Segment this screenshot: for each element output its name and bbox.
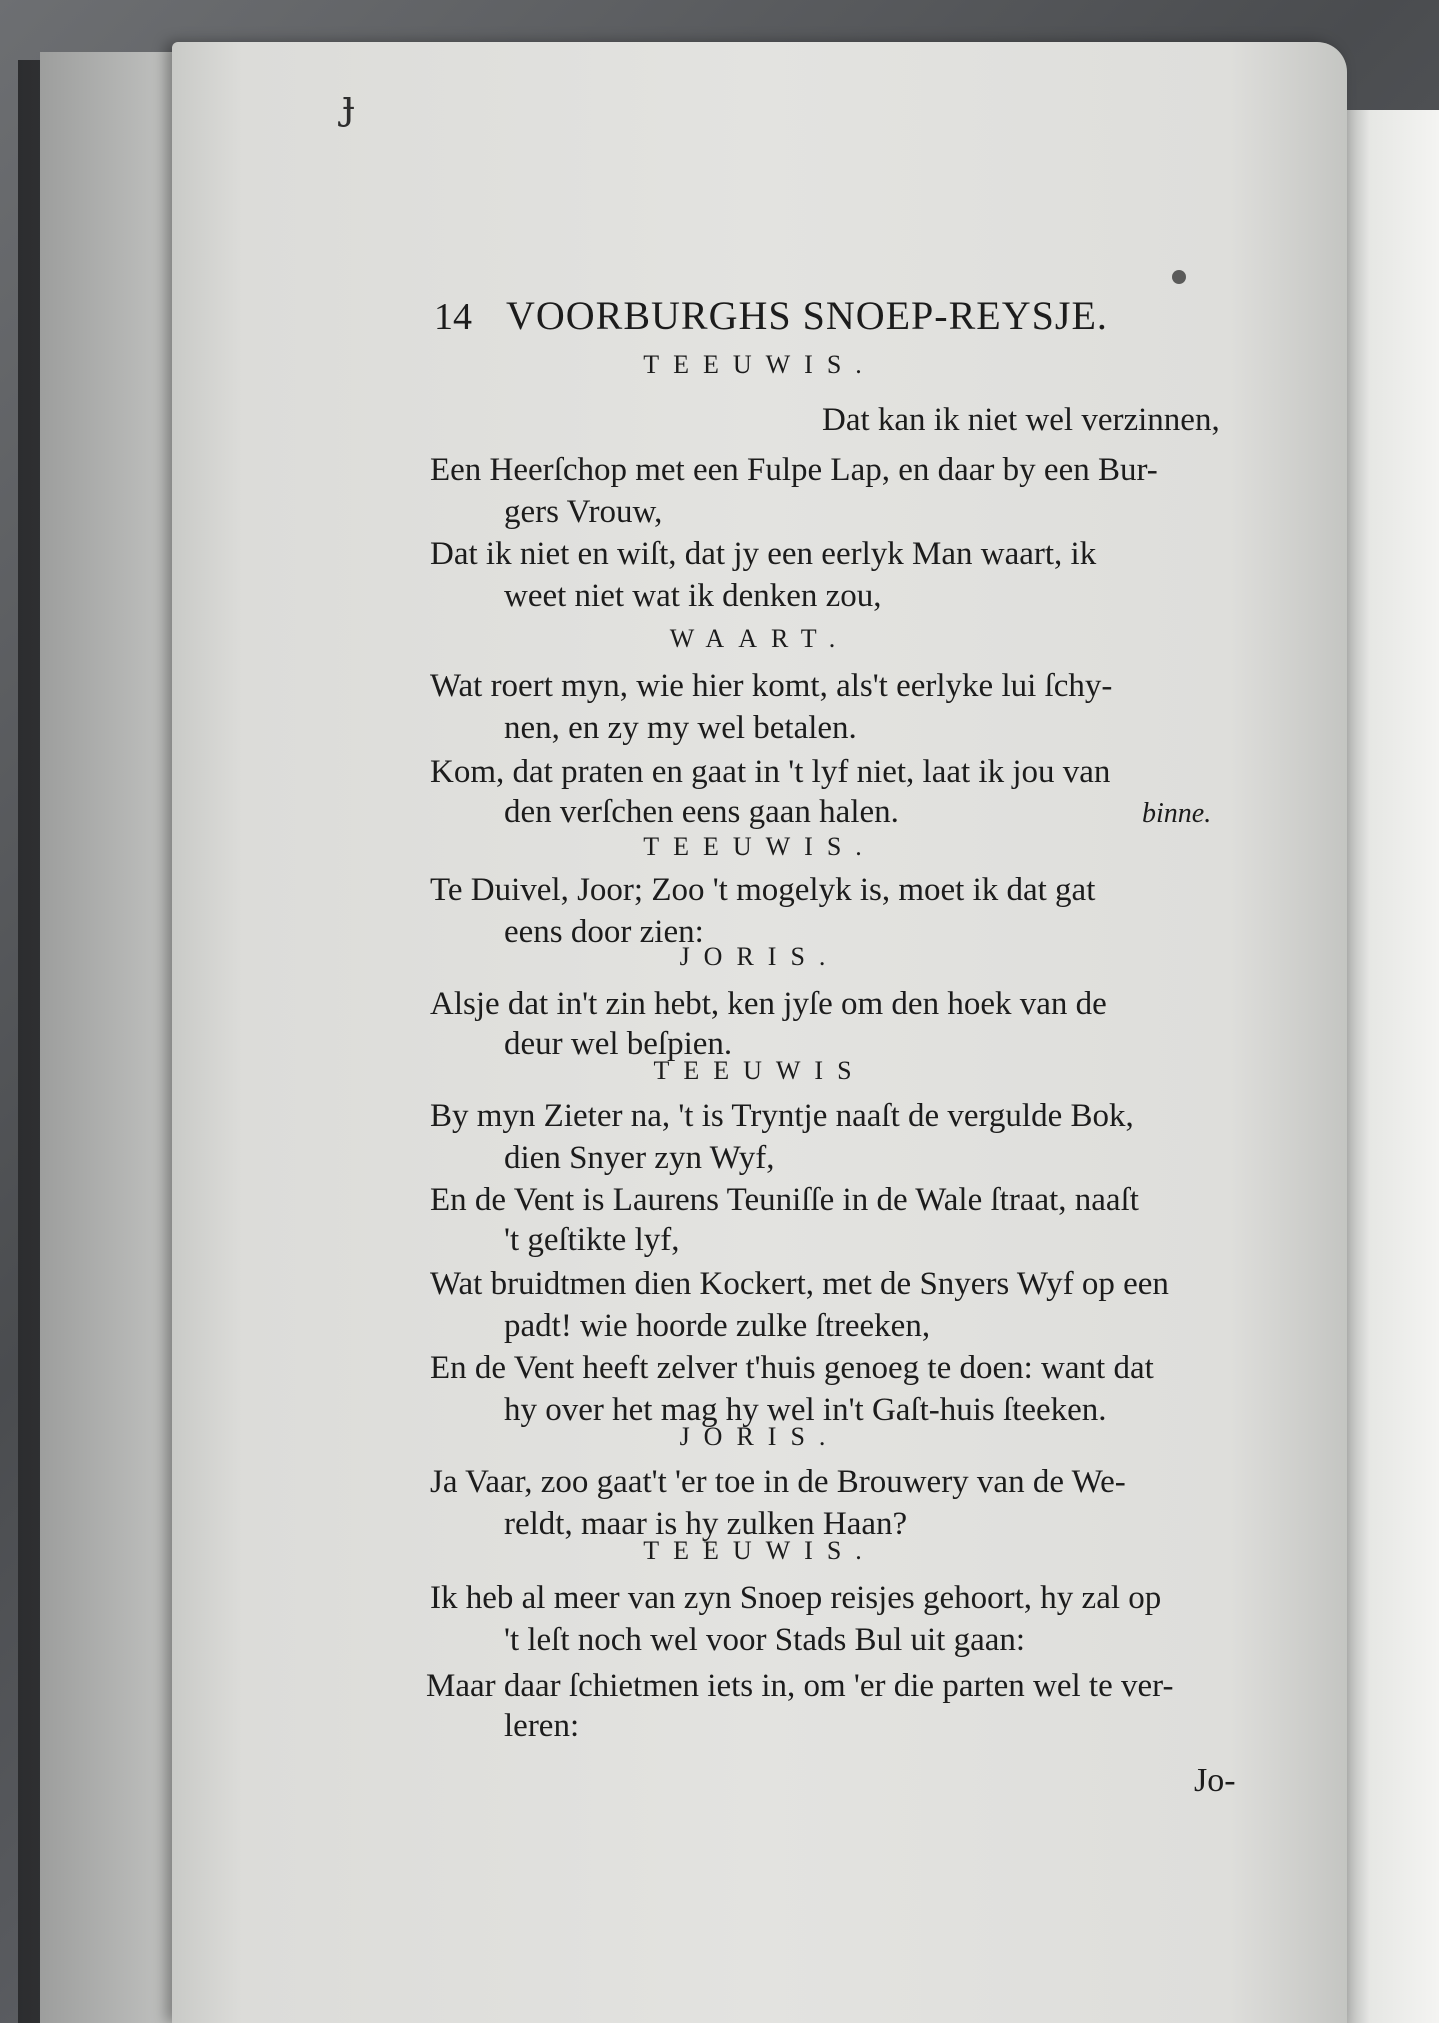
verse-line: Wat bruidtmen dien Kockert, met de Snyers Wyf op een <box>430 1266 1169 1302</box>
verse-line: Maar daar ſchietmen iets in, om 'er die parten wel te ver- <box>426 1668 1174 1704</box>
speaker-heading: WAART. <box>669 624 850 653</box>
verse-line: nen, en zy my wel betalen. <box>504 710 857 746</box>
speaker-heading: TEEUWIS. <box>643 832 876 861</box>
verse-line: leren: <box>504 1708 580 1744</box>
speaker-heading: TEEUWIS <box>653 1056 866 1085</box>
verse-line: 't geſtikte lyf, <box>504 1222 680 1258</box>
facing-page-edge <box>1340 110 1439 2023</box>
verse-line: Een Heerſchop met een Fulpe Lap, en daar by een Bur- <box>430 452 1158 488</box>
speaker-heading: TEEUWIS. <box>643 350 876 379</box>
catchword: Jo- <box>1194 1762 1236 1799</box>
ink-spot-icon <box>1172 270 1186 284</box>
stage-direction: binne. <box>1142 798 1212 829</box>
verse-line: Dat kan ik niet wel verzinnen, <box>822 402 1220 438</box>
verse-line: En de Vent is Laurens Teuniſſe in de Wale ſtraat, naaſt <box>430 1182 1139 1218</box>
verse-line: eens door zien: <box>504 914 704 950</box>
speaker-heading: JORIS. <box>679 942 840 971</box>
verse-line: Te Duivel, Joor; Zoo 't mogelyk is, moet ik dat gat <box>430 872 1096 908</box>
verse-line: reldt, maar is hy zulken Haan? <box>504 1506 908 1542</box>
verse-line: den verſchen eens gaan halen. <box>504 794 899 830</box>
verse-line: En de Vent heeft zelver t'huis genoeg te doen: want dat <box>430 1350 1154 1386</box>
book-page <box>172 42 1347 2023</box>
verse-line: Kom, dat praten en gaat in 't lyf niet, laat ik jou van <box>430 754 1111 790</box>
verse-line: gers Vrouw, <box>504 494 663 530</box>
verse-line: 't leſt noch wel voor Stads Bul uit gaan: <box>504 1622 1026 1658</box>
verse-line: Ik heb al meer van zyn Snoep reisjes gehoort, hy zal op <box>430 1580 1162 1616</box>
verse-line: weet niet wat ik denken zou, <box>504 578 882 614</box>
verse-line: By myn Zieter na, 't is Tryntje naaſt de vergulde Bok, <box>430 1098 1134 1134</box>
verse-line: hy over het mag hy wel in't Gaſt-huis ſteeken. <box>504 1392 1107 1428</box>
verse-line: Wat roert myn, wie hier komt, als't eerlyke lui ſchy- <box>430 668 1113 704</box>
page-text <box>172 42 1347 2023</box>
running-title: VOORBURGHS SNOEP-REYSJE. <box>506 293 1108 338</box>
page-number: 14 <box>434 296 472 338</box>
speaker-heading: JORIS. <box>679 1422 840 1451</box>
verse-line: padt! wie hoorde zulke ſtreeken, <box>504 1308 931 1344</box>
page-header <box>434 292 1334 339</box>
speaker-heading: TEEUWIS. <box>643 1536 876 1565</box>
verse-line: Ja Vaar, zoo gaat't 'er toe in de Brouwery van de We- <box>430 1464 1126 1500</box>
verse-line: Dat ik niet en wiſt, dat jy een eerlyk Man waart, ik <box>430 536 1097 572</box>
verse-line: Alsje dat in't zin hebt, ken jyſe om den hoek van de <box>430 986 1107 1022</box>
verse-line: deur wel beſpien. <box>504 1026 733 1062</box>
verse-line: dien Snyer zyn Wyf, <box>504 1140 775 1176</box>
ink-smudge-icon: ɟ <box>342 82 355 128</box>
